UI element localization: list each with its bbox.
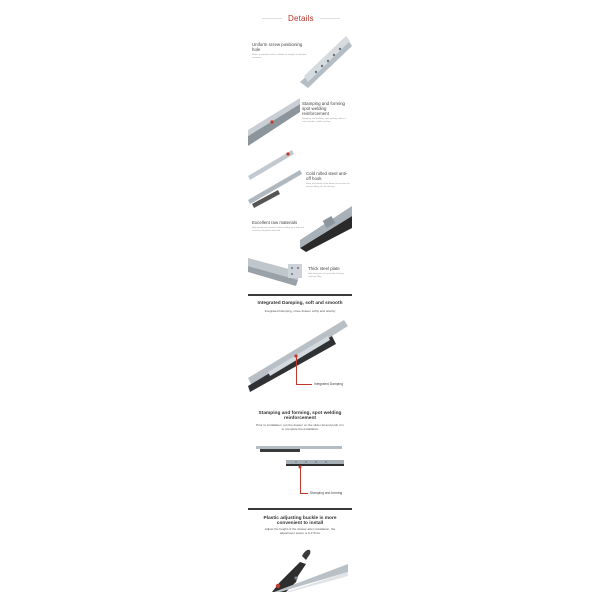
- feature-title: Excellent raw materials: [252, 220, 298, 225]
- feature-title: Stamping and forming spot welding reinforcement: [302, 101, 345, 116]
- feature-desc: Hang the bottom of the drawer to prevent the drawer falling off and slanting: [306, 183, 350, 188]
- feature-4: [252, 220, 306, 232]
- details-title: Details: [288, 14, 314, 23]
- buckle-title: Plastic adjusting buckle is more convenient to install: [263, 516, 337, 527]
- stamping-leader-h: [300, 493, 308, 494]
- damping-subtitle: Integrated Damping, close drawer softly and silently: [264, 309, 336, 313]
- damping-leader-h: [296, 384, 312, 385]
- rail-image-adjusting-buckle: [266, 542, 348, 592]
- rail-image-thick-plate: [248, 246, 306, 290]
- stamping-subtitle: Prior to installation, put the drawer on the slide rail and push it in to complete the installation: [256, 423, 344, 431]
- rail-image-stamping: [256, 444, 346, 474]
- damping-title: Integrated Damping, soft and smooth: [257, 301, 343, 306]
- damping-callout: Integrated Damping: [314, 382, 343, 386]
- feature-desc: Stamping and welding, spot welding makes it more durable, stable and firm: [302, 118, 346, 123]
- stamping-leader-v: [300, 467, 301, 493]
- rail-image-damping: [248, 316, 352, 392]
- title-rule-left: [262, 18, 282, 19]
- feature-2: [302, 101, 350, 123]
- feature-title: Cold rolled steel anti-off hook: [306, 171, 348, 181]
- product-detail-strip: [248, 0, 352, 600]
- feature-title: Uniform screw positioning hole: [252, 42, 303, 52]
- damping-leader-v: [296, 356, 297, 384]
- feature-3: [306, 171, 350, 188]
- title-rule-right: [320, 18, 340, 19]
- section-divider: [248, 508, 352, 510]
- feature-desc: High thickness of steel plate, bearing capacity 30kg: [308, 273, 344, 278]
- rail-image-anti-off-hook: [248, 146, 306, 210]
- feature-5: [308, 266, 350, 278]
- feature-desc: High quality raw material, thicker rolling steel with anti-corrosive Zn-plated steel belt: [252, 227, 305, 232]
- buckle-subtitle: Adjust the height of the drawer after installation, the adjustment space is 0-4.5mm: [264, 527, 336, 535]
- section-divider: [248, 294, 352, 296]
- stamping-callout: Stamping and forming: [310, 491, 343, 495]
- rail-image-welding: [248, 96, 300, 148]
- rail-image-raw-materials: [300, 200, 352, 252]
- rail-image-screw-holes: [300, 32, 352, 88]
- feature-desc: Makes installation faster, suitable for multiple installation scenarios: [252, 54, 307, 59]
- stamping-title: Stamping and forming, spot welding reinforcement: [258, 411, 342, 422]
- feature-title: Thick steel plate: [308, 266, 340, 271]
